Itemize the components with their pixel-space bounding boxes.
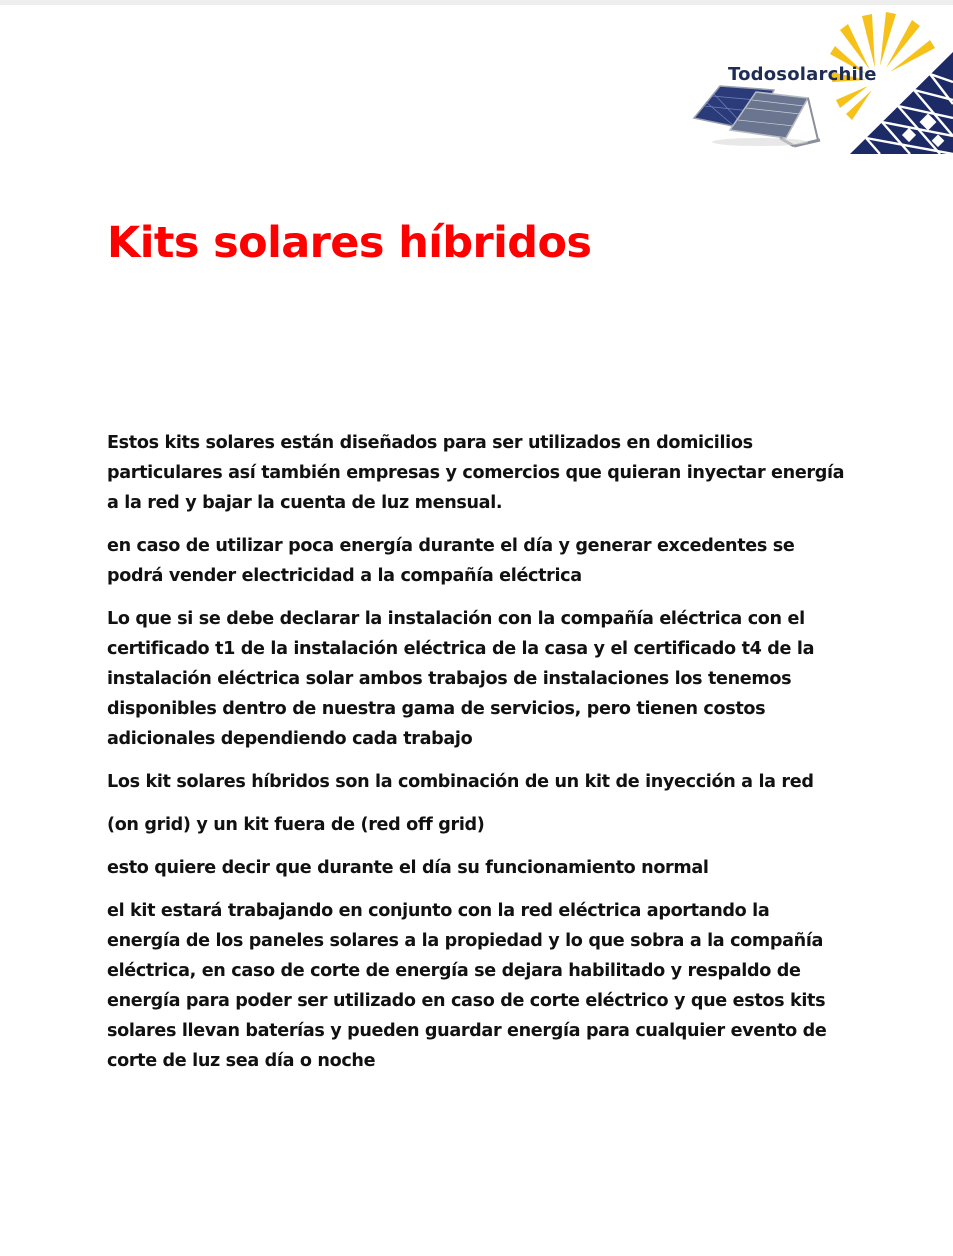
brand-name: Todosolarchile — [728, 64, 877, 85]
paragraph-intro: Estos kits solares están diseñados para ser utilizados en domicilios particulares así también empresas y comercios que quieran inyectar energía a la red y bajar la cuenta de luz mensual. — [107, 433, 845, 513]
solar-panel-icon — [694, 86, 820, 146]
paragraph-operation: el kit estará trabajando en conjunto con la red eléctrica aportando la energía de los paneles solares a la propiedad y lo que sobra a la compañía eléctrica, en caso de corte de energía se dejara habilitado y respaldo de energía para poder ser utilizado en caso de corte eléctrico y que estos kits solares llevan baterías y pueden guardar energía para cualquier evento de corte de luz sea día o noche — [107, 901, 827, 1071]
document-body — [107, 428, 847, 1089]
brand-logo — [690, 8, 953, 158]
page-top-strip — [0, 0, 953, 5]
paragraph-daytime: esto quiere decir que durante el día su funcionamiento normal — [107, 858, 709, 878]
page-title: Kits solares híbridos — [107, 218, 592, 268]
paragraph-certificates: Lo que si se debe declarar la instalación con la compañía eléctrica con el certificado t1 de la instalación eléctrica de la casa y el certificado t4 de la instalación eléctrica solar ambos trabajos de instalaciones los tenemos disponibles dentro de nuestra gama de servicios, pero tienen costos adicionales dependiendo cada trabajo — [107, 609, 815, 749]
paragraph-grid-types: (on grid) y un kit fuera de (red off grid) — [107, 815, 485, 835]
paragraph-hybrid-definition: Los kit solares híbridos son la combinación de un kit de inyección a la red — [107, 772, 814, 792]
paragraph-surplus: en caso de utilizar poca energía durante el día y generar excedentes se podrá vender electricidad a la compañía eléctrica — [107, 536, 795, 586]
